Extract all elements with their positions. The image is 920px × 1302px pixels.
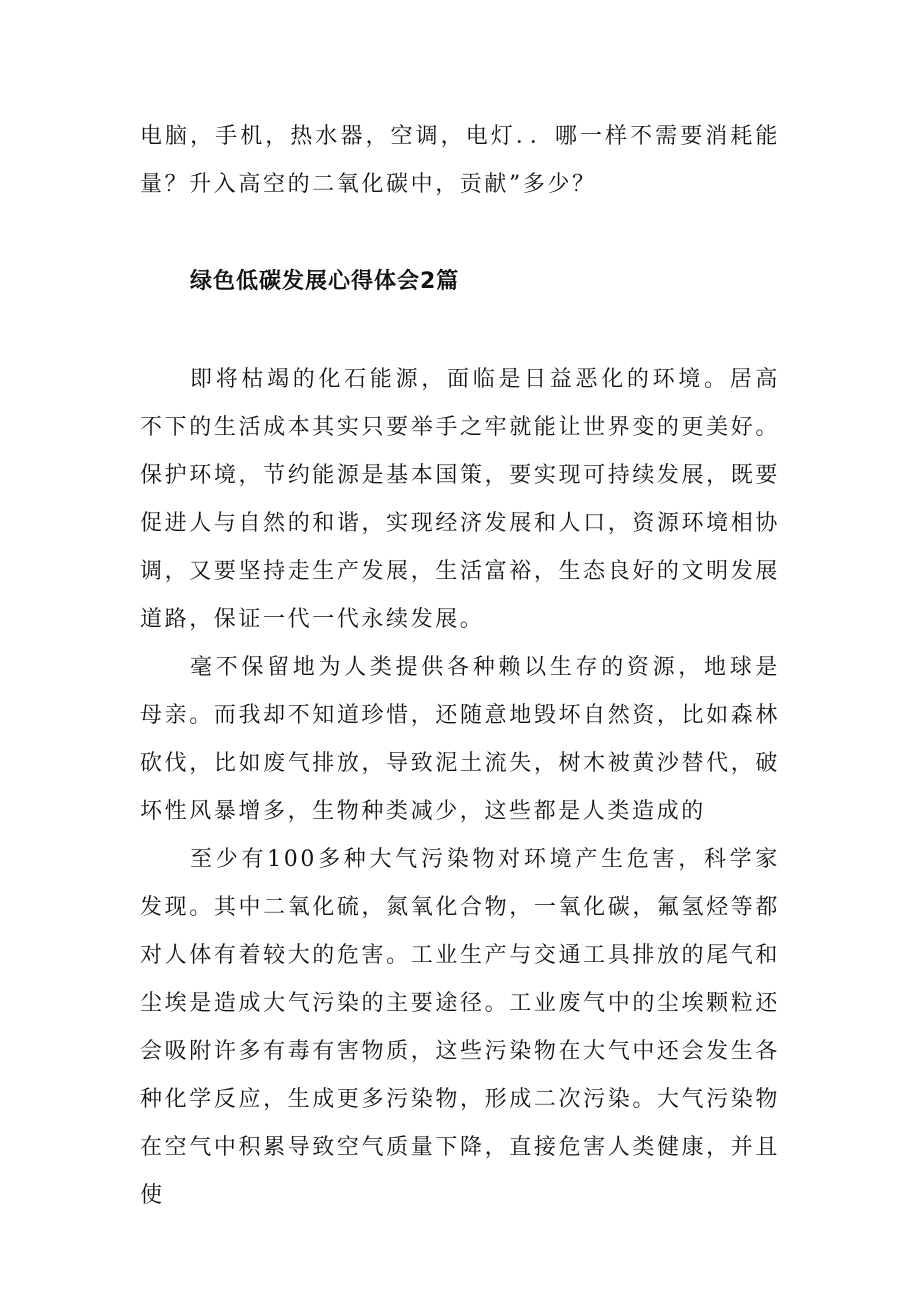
intro-paragraph: 电脑，手机，热水器，空调，电灯．．哪一样不需要消耗能量？升入高空的二氧化碳中，贡献”多少？: [140, 124, 780, 197]
section-heading: 绿色低碳发展心得体会2篇: [190, 269, 460, 294]
paragraph-3: 至少有100多种大气污染物对环境产生危害，科学家发现。其中二氧化硫，氮氧化合物，一氧化碳，氟氢烃等都对人体有着较大的危害。工业生产与交通工具排放的尾气和尘埃是造成大气污染的主要途径。工业废气中的尘埃颗粒还会吸附许多有毒有害物质，这些污染物在大气中还会发生各种化学反应，生成更多污染物，形成二次污染。大气污染物在空气中积累导致空气质量下降，直接危害人类健康，并且使: [140, 847, 780, 1208]
paragraph-2: 毫不保留地为人类提供各种赖以生存的资源，地球是母亲。而我却不知道珍惜，还随意地毁坏自然资，比如森林砍伐，比如废气排放，导致泥土流失，树木被黄沙替代，破坏性风暴增多，生物种类减少，这些都是人类造成的: [140, 655, 780, 824]
body-text: [140, 356, 780, 1220]
paragraph-1: 即将枯竭的化石能源，面临是日益恶化的环境。居高不下的生活成本其实只要举手之牢就能让世界变的更美好。保护环境，节约能源是基本国策，要实现可持续发展，既要促进人与自然的和谐，实现经济发展和人口，资源环境相协调，又要坚持走生产发展，生活富裕，生态良好的文明发展道路，保证一代一代永续发展。: [140, 367, 780, 632]
